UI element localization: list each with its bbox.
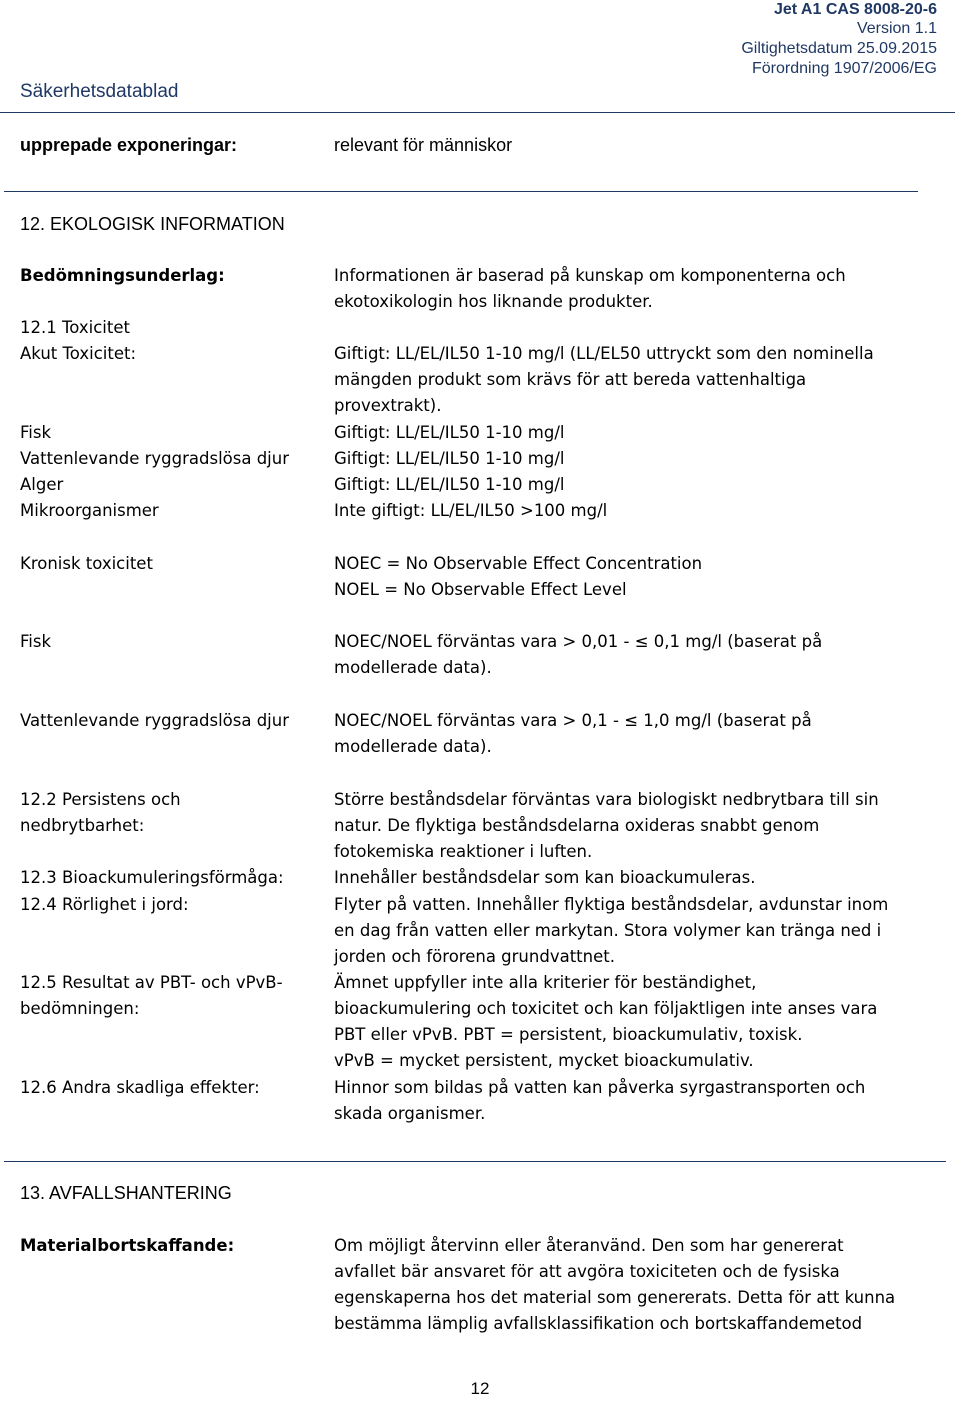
regulation-label: Förordning 1907/2006/EG xyxy=(751,60,937,77)
section-12-heading: 12. EKOLOGISK INFORMATION xyxy=(20,214,285,234)
persistence-label-2: nedbrytbarhet: xyxy=(20,816,145,835)
version-label: Version 1.1 xyxy=(856,20,937,37)
chronic-invertebrates-text-1: NOEC/NOEL förväntas vara > 0,1 - ≤ 1,0 mg/l (baserat på xyxy=(334,711,812,730)
acute-text-3: provextrakt). xyxy=(334,396,442,415)
product-name: Jet A1 CAS 8008-20-6 xyxy=(773,1,937,18)
repeated-exposure-value: relevant för människor xyxy=(334,135,513,155)
chronic-fish-text-1: NOEC/NOEL förväntas vara > 0,01 - ≤ 0,1 mg/l (baserat på xyxy=(334,632,823,651)
acute-text-2: mängden produkt som krävs för att bereda vattenhaltiga xyxy=(334,370,807,389)
mobility-text-2: en dag från vatten eller markytan. Stora volymer kan tränga ned i xyxy=(334,921,882,940)
chronic-invertebrates-label: Vattenlevande ryggradslösa djur xyxy=(20,711,289,730)
persistence-text-2: natur. De flyktiga beståndsdelarna oxideras snabbt genom xyxy=(334,816,820,835)
acute-row-label: Fisk xyxy=(20,423,52,442)
chronic-invertebrates-text-2: modellerade data). xyxy=(334,737,492,756)
disposal-text-1: Om möjligt återvinn eller återanvänd. Den som har genererat xyxy=(334,1236,844,1255)
pbt-text-3: PBT eller vPvB. PBT = persistent, bioackumulativ, toxisk. xyxy=(334,1025,803,1044)
chronic-toxicity-label: Kronisk toxicitet xyxy=(20,554,153,573)
bioaccumulation-text: Innehåller beståndsdelar som kan bioackumuleras. xyxy=(334,868,756,887)
acute-row-value: Inte giftigt: LL/EL/IL50 >100 mg/l xyxy=(334,501,608,520)
pbt-label-2: bedömningen: xyxy=(20,999,140,1018)
persistence-text-3: fotokemiska reaktioner i luften. xyxy=(334,842,593,861)
document-title: Säkerhetsdatablad xyxy=(20,81,179,102)
basis-text-2: ekotoxikologin hos liknande produkter. xyxy=(334,292,653,311)
acute-row-value: Giftigt: LL/EL/IL50 1-10 mg/l xyxy=(334,475,565,494)
pbt-label-1: 12.5 Resultat av PBT- och vPvB- xyxy=(20,973,283,992)
mobility-label: 12.4 Rörlighet i jord: xyxy=(20,895,189,914)
bioaccumulation-label: 12.3 Bioackumuleringsförmåga: xyxy=(20,868,284,887)
acute-row-label: Mikroorganismer xyxy=(20,501,159,520)
section-divider xyxy=(4,1161,946,1162)
acute-row-value: Giftigt: LL/EL/IL50 1-10 mg/l xyxy=(334,423,565,442)
other-effects-text-2: skada organismer. xyxy=(334,1104,486,1123)
basis-label: Bedömningsunderlag: xyxy=(20,266,225,285)
pbt-text-2: bioackumulering och toxicitet och kan följaktligen inte anses vara xyxy=(334,999,878,1018)
disposal-label: Materialbortskaffande: xyxy=(20,1236,235,1255)
section-divider xyxy=(4,191,918,192)
disposal-text-4: bestämma lämplig avfallsklassifikation och bortskaffandemetod xyxy=(334,1314,863,1333)
persistence-text-1: Större beståndsdelar förväntas vara biologiskt nedbrytbara till sin xyxy=(334,790,879,809)
chronic-text-1: NOEC = No Observable Effect Concentration xyxy=(334,554,703,573)
acute-toxicity-label: Akut Toxicitet: xyxy=(20,344,137,363)
page-number: 12 xyxy=(470,1379,490,1398)
pbt-text-1: Ämnet uppfyller inte alla kriterier för beständighet, xyxy=(334,973,757,992)
disposal-text-2: avfallet bär ansvaret för att avgöra toxiciteten och de fysiska xyxy=(334,1262,840,1281)
mobility-text-3: jorden och förorena grundvattnet. xyxy=(334,947,615,966)
pbt-text-4: vPvB = mycket persistent, mycket bioackumulativ. xyxy=(334,1051,754,1070)
other-effects-text-1: Hinnor som bildas på vatten kan påverka syrgastransporten och xyxy=(334,1078,866,1097)
validity-date: Giltighetsdatum 25.09.2015 xyxy=(741,40,937,57)
mobility-text-1: Flyter på vatten. Innehåller flyktiga beståndsdelar, avdunstar inom xyxy=(334,895,889,914)
chronic-text-2: NOEL = No Observable Effect Level xyxy=(334,580,627,599)
acute-row-label: Vattenlevande ryggradslösa djur xyxy=(20,449,289,468)
acute-row-value: Giftigt: LL/EL/IL50 1-10 mg/l xyxy=(334,449,565,468)
header-divider xyxy=(0,112,955,113)
persistence-label-1: 12.2 Persistens och xyxy=(20,790,181,809)
acute-text-1: Giftigt: LL/EL/IL50 1-10 mg/l (LL/EL50 uttryckt som den nominella xyxy=(334,344,874,363)
disposal-text-3: egenskaperna hos det material som genererats. Detta för att kunna xyxy=(334,1288,896,1307)
acute-row-label: Alger xyxy=(20,475,64,494)
other-effects-label: 12.6 Andra skadliga effekter: xyxy=(20,1078,260,1097)
chronic-fish-text-2: modellerade data). xyxy=(334,658,492,677)
chronic-fish-label: Fisk xyxy=(20,632,52,651)
repeated-exposure-label: upprepade exponeringar: xyxy=(20,135,238,155)
toxicity-label: 12.1 Toxicitet xyxy=(20,318,130,337)
section-13-heading: 13. AVFALLSHANTERING xyxy=(20,1183,232,1203)
basis-text-1: Informationen är baserad på kunskap om komponenterna och xyxy=(334,266,846,285)
